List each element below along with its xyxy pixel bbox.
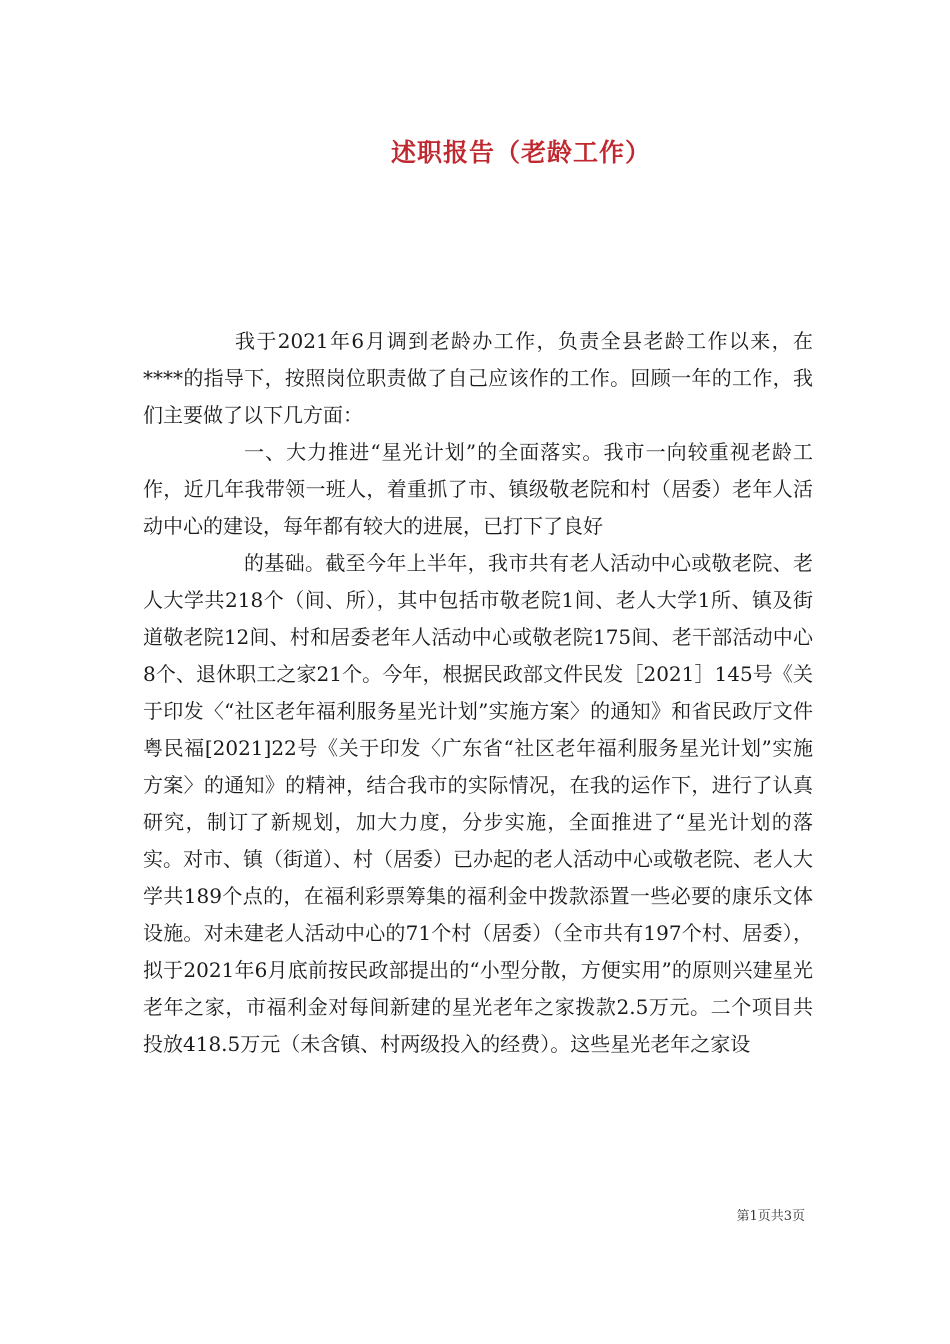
- body-paragraph: 我于2021年6月调到老龄办工作，负责全县老龄工作以来，在****的指导下，按照岗位职责做了自己应该作的工作。回顾一年的工作，我们主要做了以下几方面：: [143, 329, 813, 427]
- body-paragraph: 的基础。截至今年上半年，我市共有老人活动中心或敬老院、老人大学共218个（间、所），其中包括市敬老院1间、老人大学1所、镇及街道敬老院12间、村和居委老年人活动中心或敬老院175间、老干部活动中心8个、退休职工之家21个。今年，根据民政部文件民发［2021］145号《关于印发〈“社区老年福利服务星光计划”实施方案〉的通知》和省民政厅文件粤民福[2021]22号《关于印发〈广东省“社区老年福利服务星光计划”实施方案〉的通知》的精神，结合我市的实际情况，在我的运作下，进行了认真研究，制订了新规划，加大力度，分步实施，全面推进了“星光计划的落实。对市、镇（街道）、村（居委）已办起的老人活动中心或敬老院、老人大学共189个点的，在福利彩票筹集的福利金中拨款添置一些必要的康乐文体设施。对未建老人活动中心的71个村（居委）（全市共有197个村、居委），拟于2021年6月底前按民政部提出的“小型分散，方便实用”的原则兴建星光老年之家，市福利金对每间新建的星光老年之家拨款2.5万元。二个项目共投放418.5万元（未含镇、村两级投入的经费）。这些星光老年之家设: [143, 551, 813, 1056]
- document-title: 述职报告（老龄工作）: [390, 138, 651, 167]
- body-paragraph: 一、大力推进“星光计划”的全面落实。我市一向较重视老龄工作，近几年我带领一班人，着重抓了市、镇级敬老院和村（居委）老年人活动中心的建设，每年都有较大的进展，已打下了良好: [143, 440, 813, 538]
- document-body: [143, 323, 813, 1063]
- page-number: 第1页共3页: [736, 1209, 805, 1224]
